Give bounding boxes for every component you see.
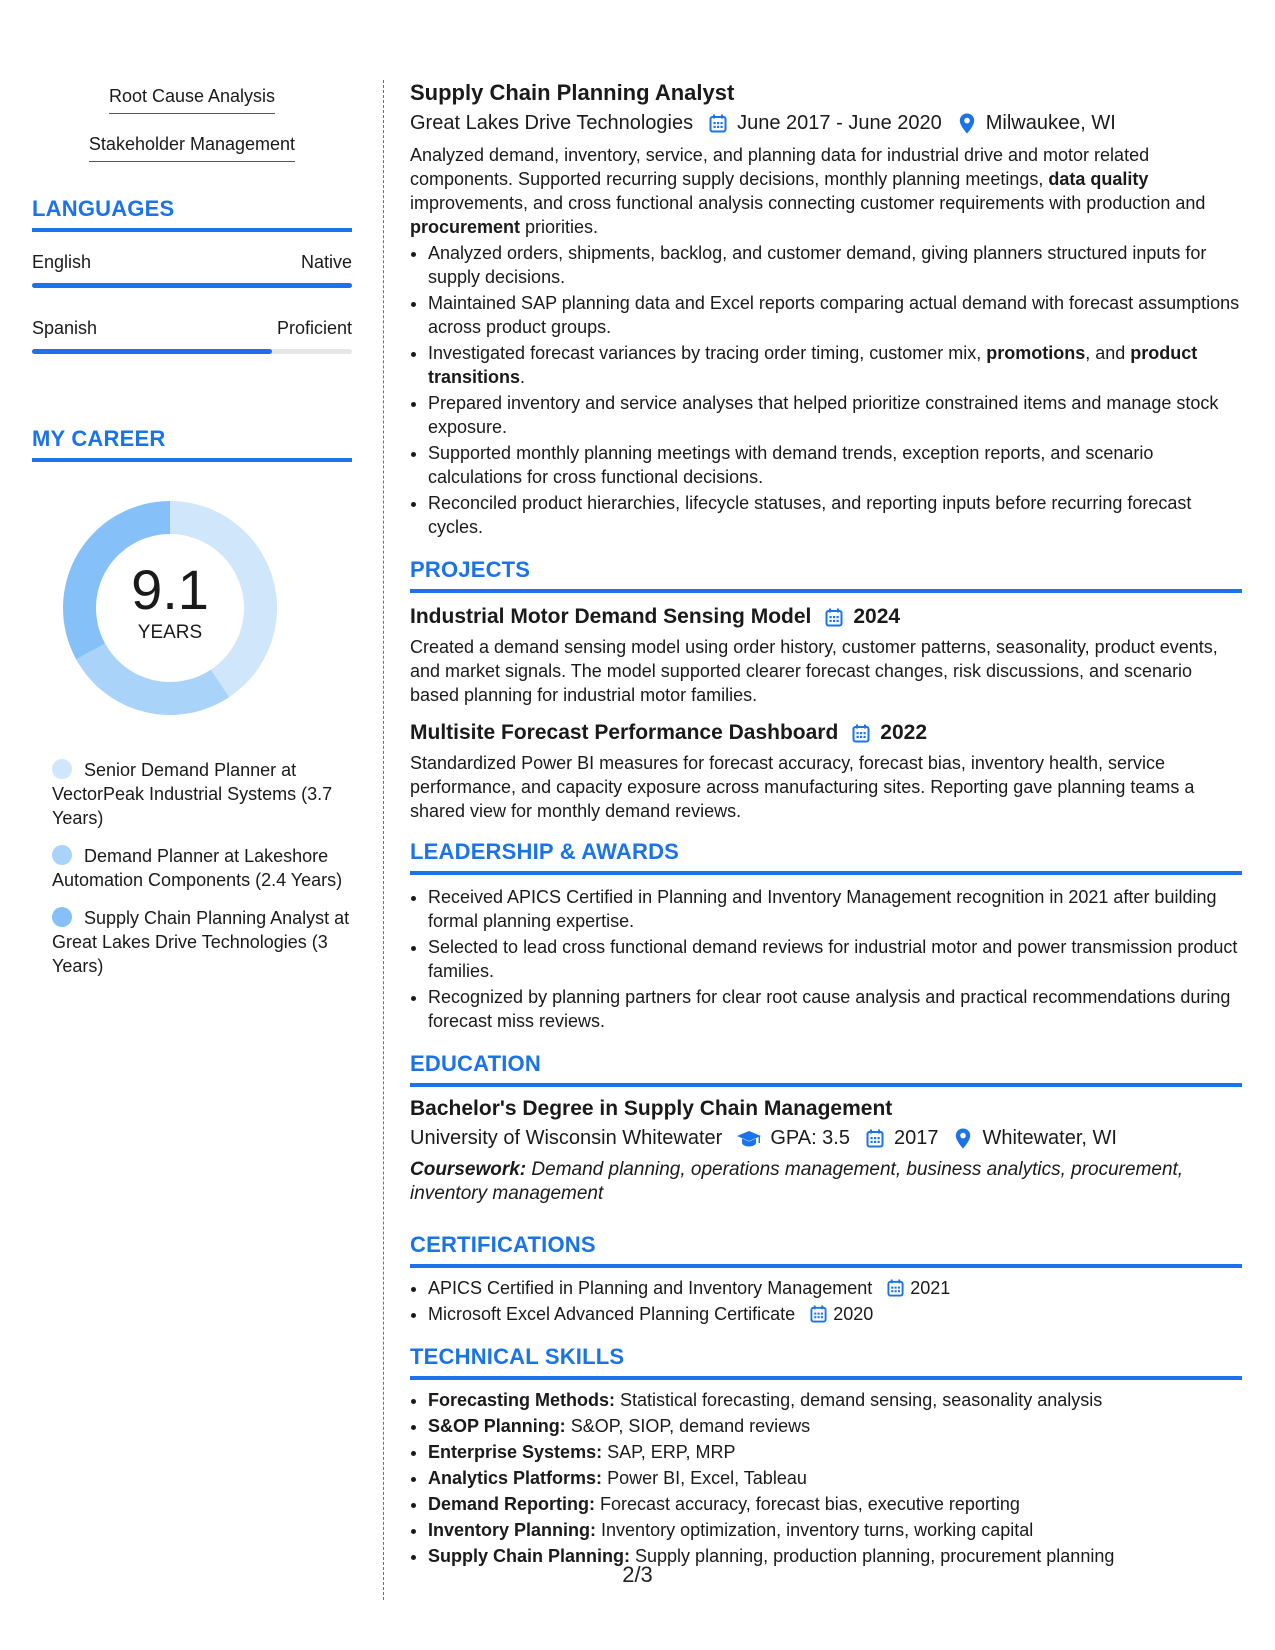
experience-entry bbox=[410, 80, 1242, 539]
bullet-bold: promotions bbox=[986, 343, 1086, 363]
skill-tag: Stakeholder Management bbox=[89, 130, 295, 162]
project-item bbox=[410, 605, 1242, 707]
awards-section bbox=[410, 839, 1242, 1033]
location-pin-icon bbox=[956, 113, 978, 135]
summary-bold: data quality bbox=[1048, 169, 1149, 189]
language-name: English bbox=[32, 252, 92, 272]
certification-year: 2020 bbox=[833, 1304, 874, 1324]
technical-skill-item bbox=[428, 1466, 1242, 1490]
job-meta bbox=[410, 112, 1242, 135]
certifications-heading: CERTIFICATIONS bbox=[410, 1232, 1242, 1268]
technical-skill-item bbox=[428, 1440, 1242, 1464]
coursework-label: Coursework: bbox=[410, 1159, 527, 1180]
technical-skills-heading: TECHNICAL SKILLS bbox=[410, 1344, 1242, 1380]
certification-year: 2021 bbox=[910, 1278, 951, 1298]
technical-skill-item bbox=[428, 1388, 1242, 1412]
calendar-icon bbox=[823, 606, 845, 628]
award-item: • Received APICS Certified in Planning and Inventory Management recognition in 2021 after building formal planning expertise. bbox=[428, 885, 1242, 933]
bullet-text: Investigated forecast variances by tracing order timing, customer mix, bbox=[428, 343, 987, 363]
technical-skills-list bbox=[410, 1388, 1242, 1568]
calendar-icon bbox=[864, 1128, 886, 1150]
language-bar bbox=[32, 349, 352, 354]
technical-skill-label: Supply Chain Planning: bbox=[428, 1546, 630, 1566]
page-number: 2/3 bbox=[622, 1562, 653, 1587]
certifications-list bbox=[410, 1276, 1242, 1326]
summary-text: Analyzed demand, inventory, service, and planning data for industrial drive and motor related components. Supported recurring supply decisions, monthly planning meetings, bbox=[410, 145, 1150, 189]
career-donut bbox=[32, 492, 352, 728]
graduation-year: 2017 bbox=[893, 1127, 939, 1149]
school-name: University of Wisconsin Whitewater bbox=[410, 1127, 723, 1149]
job-bullet: • Analyzed orders, shipments, backlog, and customer demand, giving planners structured inputs for supply decisions. bbox=[428, 241, 1242, 289]
awards-heading: LEADERSHIP & AWARDS bbox=[410, 839, 1242, 875]
calendar-icon bbox=[807, 1303, 829, 1325]
technical-skill-label: Inventory Planning: bbox=[428, 1520, 597, 1540]
project-year: 2022 bbox=[880, 721, 928, 744]
technical-skill-value: Forecast accuracy, forecast bias, executive reporting bbox=[600, 1494, 1020, 1514]
language-level: Native bbox=[300, 252, 352, 272]
technical-skill-value: S&OP, SIOP, demand reviews bbox=[570, 1416, 811, 1436]
career-color-dot bbox=[52, 845, 72, 865]
technical-skill-label: Forecasting Methods: bbox=[428, 1390, 616, 1410]
career-color-dot bbox=[52, 907, 72, 927]
language-bar bbox=[32, 283, 352, 288]
award-item: • Recognized by planning partners for clear root cause analysis and practical recommendations during forecast miss reviews. bbox=[428, 985, 1242, 1033]
bullet-text: . bbox=[520, 367, 526, 387]
career-unit: YEARS bbox=[137, 622, 203, 643]
career-item bbox=[52, 906, 352, 978]
certification-name: • APICS Certified in Planning and Inventory Management bbox=[428, 1278, 873, 1298]
gpa: GPA: 3.5 bbox=[770, 1127, 850, 1149]
coursework bbox=[410, 1158, 1242, 1206]
education-section bbox=[410, 1051, 1242, 1206]
skill-tag: Root Cause Analysis bbox=[109, 82, 275, 114]
career-heading: MY CAREER bbox=[32, 426, 352, 462]
job-location: Milwaukee, WI bbox=[985, 112, 1116, 134]
career-total: 9.1 bbox=[131, 558, 209, 621]
technical-skill-value: Inventory optimization, inventory turns, working capital bbox=[601, 1520, 1034, 1540]
technical-skill-label: Analytics Platforms: bbox=[428, 1468, 603, 1488]
technical-skill-item bbox=[428, 1518, 1242, 1542]
donut-segment bbox=[76, 644, 229, 715]
job-bullet: • Reconciled product hierarchies, lifecycle statuses, and reporting inputs before recurring forecast cycles. bbox=[428, 491, 1242, 539]
coursework-text: Demand planning, operations management, business analytics, procurement, inventory management bbox=[410, 1159, 1184, 1204]
project-year: 2024 bbox=[853, 605, 901, 628]
projects-section bbox=[410, 557, 1242, 823]
bullet-text: , and bbox=[1085, 343, 1131, 363]
column-divider bbox=[383, 80, 384, 1600]
calendar-icon bbox=[707, 113, 729, 135]
language-bar-fill bbox=[32, 283, 352, 288]
technical-skill-item bbox=[428, 1492, 1242, 1516]
left-column bbox=[32, 80, 352, 992]
career-section bbox=[32, 426, 352, 978]
school-location: Whitewater, WI bbox=[982, 1127, 1117, 1149]
calendar-icon bbox=[884, 1277, 906, 1299]
job-title: Supply Chain Planning Analyst bbox=[410, 80, 735, 105]
job-summary bbox=[410, 143, 1242, 239]
skill-tag-list bbox=[32, 82, 352, 162]
summary-bold: procurement bbox=[410, 217, 521, 237]
technical-skill-label: Demand Reporting: bbox=[428, 1494, 596, 1514]
calendar-icon bbox=[850, 722, 872, 744]
certification-name: • Microsoft Excel Advanced Planning Certificate bbox=[428, 1304, 796, 1324]
project-name: Multisite Forecast Performance Dashboard bbox=[410, 721, 839, 744]
right-column bbox=[410, 80, 1242, 1570]
career-list bbox=[32, 758, 352, 978]
career-color-dot bbox=[52, 759, 72, 779]
job-bullets bbox=[410, 241, 1242, 539]
job-dates: June 2017 - June 2020 bbox=[737, 112, 942, 134]
job-bullet bbox=[428, 341, 1242, 389]
job-bullet: • Maintained SAP planning data and Excel reports comparing actual demand with forecast assumptions across product groups. bbox=[428, 291, 1242, 339]
language-item bbox=[32, 252, 352, 288]
technical-skill-value: SAP, ERP, MRP bbox=[607, 1442, 736, 1462]
bullet-bold: product transitions bbox=[428, 343, 1198, 387]
career-item-text: Demand Planner at Lakeshore Automation Components (2.4 Years) bbox=[52, 846, 343, 890]
summary-text: improvements, and cross functional analysis connecting customer requirements with production and bbox=[410, 193, 1206, 213]
summary-text: priorities. bbox=[520, 217, 599, 237]
technical-skill-label: Enterprise Systems: bbox=[428, 1442, 603, 1462]
technical-skill-value: Statistical forecasting, demand sensing, seasonality analysis bbox=[620, 1390, 1103, 1410]
language-bar-fill bbox=[32, 349, 272, 354]
award-item: • Selected to lead cross functional demand reviews for industrial motor and power transmission product families. bbox=[428, 935, 1242, 983]
job-company: Great Lakes Drive Technologies bbox=[410, 112, 694, 134]
project-description: Created a demand sensing model using order history, customer patterns, seasonality, product events, and market signals. The model supported clearer forecast changes, risk discussions, and scenario based planning for industrial motor families. bbox=[410, 637, 1218, 705]
technical-skill-value: Supply planning, production planning, procurement planning bbox=[635, 1546, 1115, 1566]
project-item bbox=[410, 721, 1242, 823]
technical-skill-label: S&OP Planning: bbox=[428, 1416, 566, 1436]
language-item bbox=[32, 318, 352, 354]
technical-skill-item bbox=[428, 1414, 1242, 1438]
career-item bbox=[52, 758, 352, 830]
career-item bbox=[52, 844, 352, 892]
location-pin-icon bbox=[952, 1128, 974, 1150]
education-meta bbox=[410, 1127, 1242, 1150]
certification-item bbox=[428, 1302, 1242, 1326]
degree-title: Bachelor's Degree in Supply Chain Management bbox=[410, 1097, 893, 1120]
job-bullet: • Prepared inventory and service analyses that helped prioritize constrained items and manage stock exposure. bbox=[428, 391, 1242, 439]
project-description: Standardized Power BI measures for forecast accuracy, forecast bias, inventory health, service performance, and capacity exposure across manufacturing sites. Reporting gave planning teams a shared view for monthly demand reviews. bbox=[410, 753, 1195, 821]
job-bullet: • Supported monthly planning meetings with demand trends, exception reports, and scenario calculations for cross functional decisions. bbox=[428, 441, 1242, 489]
certifications-section bbox=[410, 1232, 1242, 1326]
career-item-text: Supply Chain Planning Analyst at Great Lakes Drive Technologies (3 Years) bbox=[52, 908, 350, 976]
languages-heading: LANGUAGES bbox=[32, 196, 352, 232]
career-item-text: Senior Demand Planner at VectorPeak Industrial Systems (3.7 Years) bbox=[52, 760, 333, 828]
project-name: Industrial Motor Demand Sensing Model bbox=[410, 605, 812, 628]
technical-skills-section bbox=[410, 1344, 1242, 1568]
technical-skill-value: Power BI, Excel, Tableau bbox=[607, 1468, 807, 1488]
education-heading: EDUCATION bbox=[410, 1051, 1242, 1087]
certification-item bbox=[428, 1276, 1242, 1300]
language-level: Proficient bbox=[276, 318, 352, 338]
language-name: Spanish bbox=[32, 318, 98, 338]
languages-section bbox=[32, 196, 352, 354]
projects-heading: PROJECTS bbox=[410, 557, 1242, 593]
awards-list bbox=[410, 885, 1242, 1033]
graduation-cap-icon bbox=[736, 1128, 762, 1150]
